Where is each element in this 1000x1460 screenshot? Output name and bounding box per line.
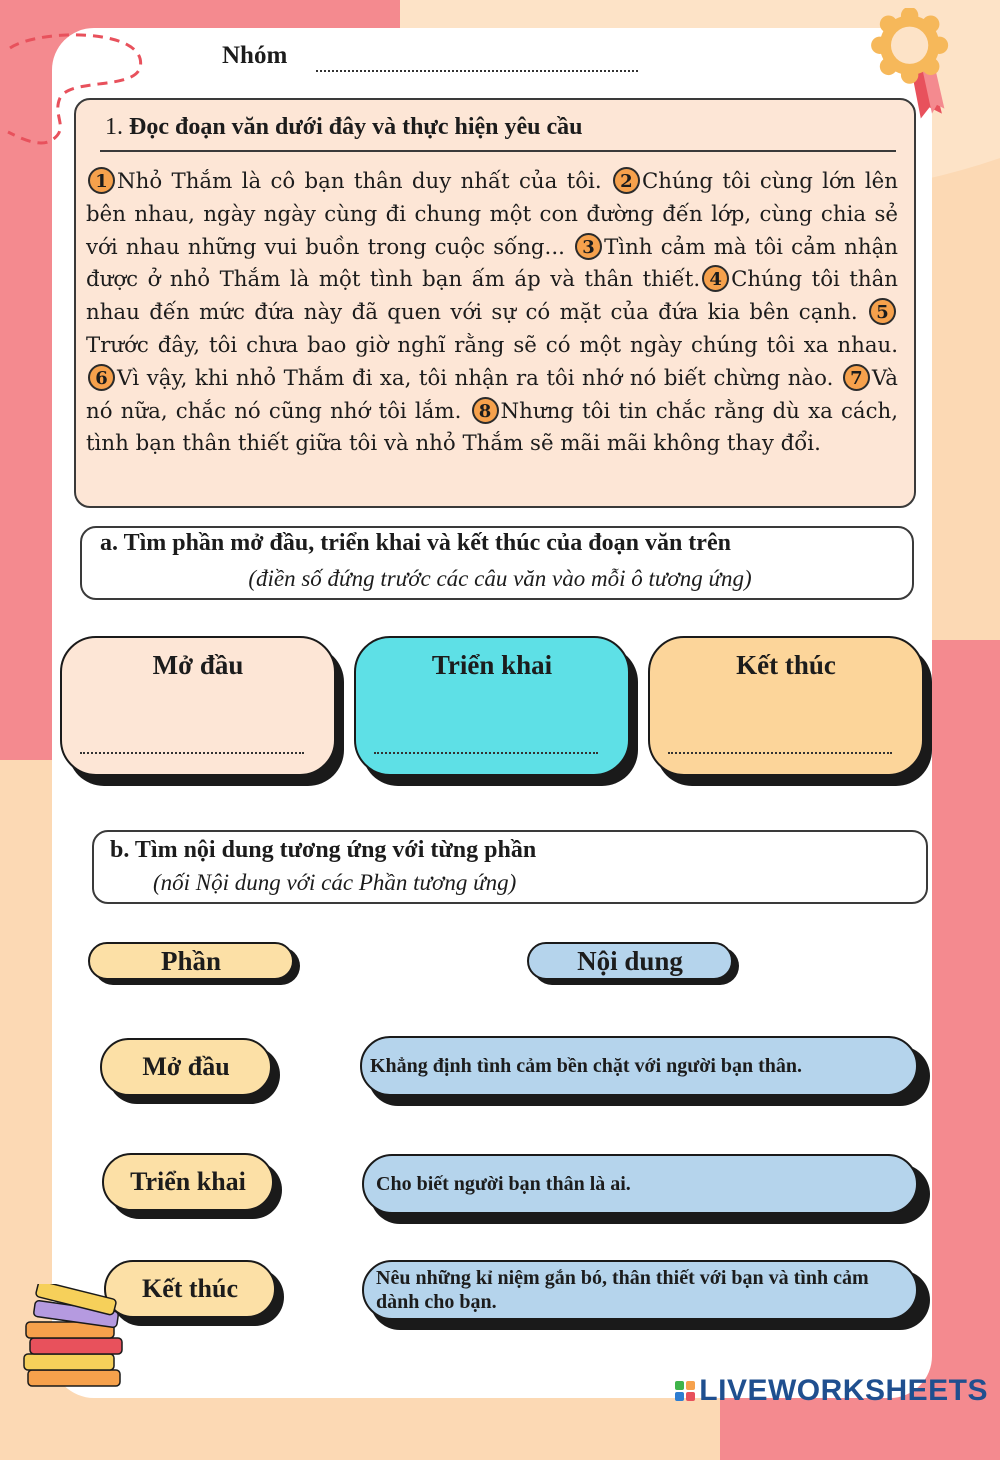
- sentence: Và nó nữa, chắc nó cũng nhớ tôi lắm.: [86, 365, 898, 424]
- sentence-number-badge: 3: [575, 233, 602, 260]
- part-a-subtitle: (điền số đứng trước các câu văn vào mỗi ô tương ứng): [248, 566, 752, 591]
- sentence: Vì vậy, khi nhỏ Thắm đi xa, tôi nhận ra tôi nhớ nó biết chừng nào.: [117, 365, 834, 391]
- match-part-ending[interactable]: Kết thúc: [104, 1260, 276, 1318]
- sentence: Nhỏ Thắm là cô bạn thân duy nhất của tôi.: [117, 169, 602, 194]
- part-a-title: a. Tìm phần mở đầu, triển khai và kết thúc của đoạn văn trên: [100, 530, 731, 556]
- answer-input-line-ending[interactable]: [668, 752, 892, 754]
- part-b-title: b. Tìm nội dung tương ứng với từng phần: [110, 837, 537, 863]
- passage-text: [86, 166, 898, 461]
- card-title-ending: Kết thúc: [736, 650, 836, 680]
- column-header-content: Nội dung: [527, 942, 733, 980]
- card-title-opening: Mở đầu: [152, 650, 244, 680]
- sentence-number-badge: 5: [869, 298, 896, 325]
- sentence-number-badge: 6: [88, 364, 115, 391]
- sentence-number-badge: 2: [613, 167, 640, 194]
- match-content-3[interactable]: Nêu những kỉ niệm gắn bó, thân thiết với bạn và tình cảm dành cho bạn.: [362, 1260, 918, 1320]
- sentence: Chúng tôi cùng lớn lên bên nhau, ngày ngày cùng đi chung một con đường đến lớp, cùng chia sẻ với nhau những vui buồn trong cuộc sống...: [86, 169, 898, 260]
- answer-card-development[interactable]: [354, 636, 630, 776]
- logo-text: LIVEWORKSHEETS: [699, 1374, 988, 1407]
- answer-input-line-opening[interactable]: [80, 752, 304, 754]
- sentence-number-badge: 1: [88, 167, 115, 194]
- column-header-parts: Phần: [88, 942, 294, 980]
- sentence: Chúng tôi thân nhau đến mức đứa này đã quen với sự có mặt của đứa kia bên cạnh.: [86, 267, 898, 326]
- sentence-number-badge: 8: [472, 397, 499, 424]
- sentence-number-badge: 4: [702, 265, 729, 292]
- sentence: Tình cảm mà tôi cảm nhận được ở nhỏ Thắm là một tình bạn ấm áp và thân thiết.: [86, 234, 898, 293]
- match-content-1[interactable]: Khẳng định tình cảm bền chặt với người bạn thân.: [360, 1036, 918, 1096]
- group-label: Nhóm: [222, 42, 288, 69]
- match-part-opening[interactable]: Mở đầu: [100, 1038, 272, 1096]
- task1-title: Đọc đoạn văn dưới đây và thực hiện yêu cầu: [129, 114, 583, 140]
- sentence: Trước đây, tôi chưa bao giờ nghĩ rằng sẽ có một ngày chúng tôi xa nhau.: [86, 332, 898, 358]
- group-name-line: [316, 70, 638, 72]
- logo-mark-icon: [675, 1381, 695, 1401]
- heading-rule: [100, 150, 896, 152]
- part-b-subtitle: (nối Nội dung với các Phần tương ứng): [153, 870, 517, 895]
- sentence-number-badge: 7: [843, 364, 870, 391]
- liveworksheets-logo: [675, 1374, 988, 1408]
- answer-card-opening[interactable]: [60, 636, 336, 776]
- match-content-2[interactable]: Cho biết người bạn thân là ai.: [362, 1154, 918, 1214]
- answer-input-line-development[interactable]: [374, 752, 598, 754]
- card-title-development: Triển khai: [431, 650, 553, 680]
- task1-number: 1.: [105, 114, 123, 140]
- answer-card-ending[interactable]: [648, 636, 924, 776]
- match-part-development[interactable]: Triển khai: [102, 1153, 274, 1211]
- sentence: Nhưng tôi tin chắc rằng dù xa cách, tình bạn thân thiết giữa tôi và nhỏ Thắm sẽ mãi mãi không thay đổi.: [86, 398, 898, 457]
- books-stack-icon: [20, 1284, 130, 1396]
- task1-heading: [105, 114, 583, 141]
